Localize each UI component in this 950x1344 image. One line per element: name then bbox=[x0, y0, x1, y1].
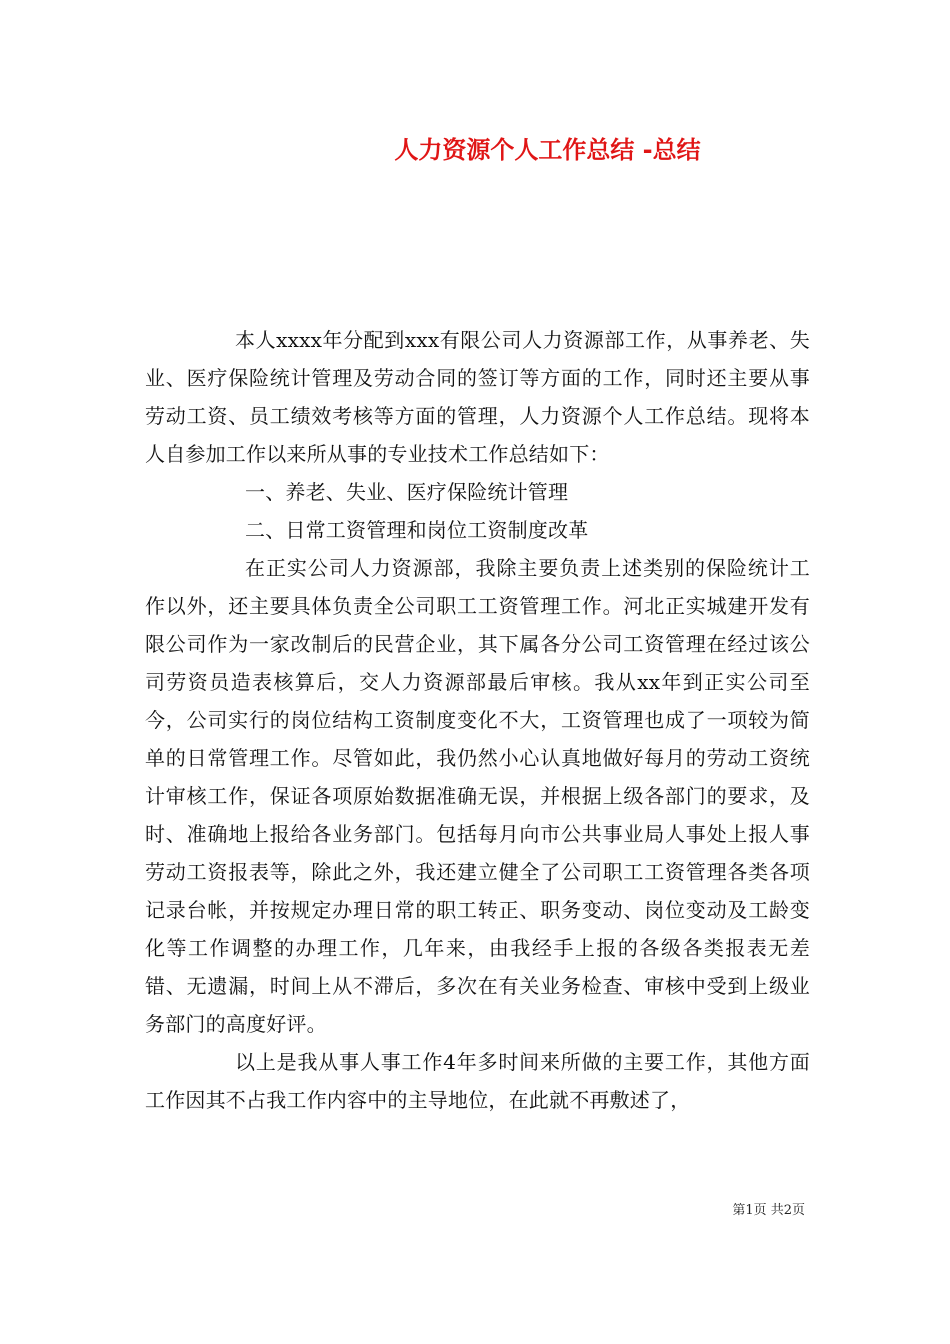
document-body bbox=[145, 321, 810, 1119]
page-number-footer: 第1页 共2页 bbox=[732, 1203, 805, 1218]
paragraph-wage-management: 在正实公司人力资源部，我除主要负责上述类别的保险统计工作以外，还主要具体负责全公司职工工资管理工作。河北正实城建开发有限公司作为一家改制后的民营企业，其下属各分公司工资管理在经过该公司劳资员造表核算后，交人力资源部最后审核。我从xx年到正实公司至今，公司实行的岗位结构工资制度变化不大，工资管理也成了一项较为简单的日常管理工作。尽管如此，我仍然小心认真地做好每月的劳动工资统计审核工作，保证各项原始数据准确无误，并根据上级各部门的要求，及时、准确地上报给各业务部门。包括每月向市公共事业局人事处上报人事劳动工资报表等，除此之外，我还建立健全了公司职工工资管理各类各项记录台帐，并按规定办理日常的职工转正、职务变动、岗位变动及工龄变化等工作调整的办理工作，几年来，由我经手上报的各级各类报表无差错、无遗漏，时间上从不滞后，多次在有关业务检查、审核中受到上级业务部门的高度好评。 bbox=[145, 556, 810, 1036]
paragraph-summary: 以上是我从事人事工作4年多时间来所做的主要工作，其他方面工作因其不占我工作内容中的主导地位，在此就不再敷述了， bbox=[145, 1050, 810, 1112]
section-heading-wages: 二、日常工资管理和岗位工资制度改革 bbox=[245, 518, 589, 542]
paragraph-intro: 本人xxxx年分配到xxx有限公司人力资源部工作，从事养老、失业、医疗保险统计管理及劳动合同的签订等方面的工作，同时还主要从事劳动工资、员工绩效考核等方面的管理，人力资源个人工作总结。现将本人自参加工作以来所从事的专业技术工作总结如下： bbox=[145, 328, 810, 466]
section-heading-insurance: 一、养老、失业、医疗保险统计管理 bbox=[245, 480, 569, 504]
document-title: 人力资源个人工作总结 -总结 bbox=[394, 136, 701, 164]
